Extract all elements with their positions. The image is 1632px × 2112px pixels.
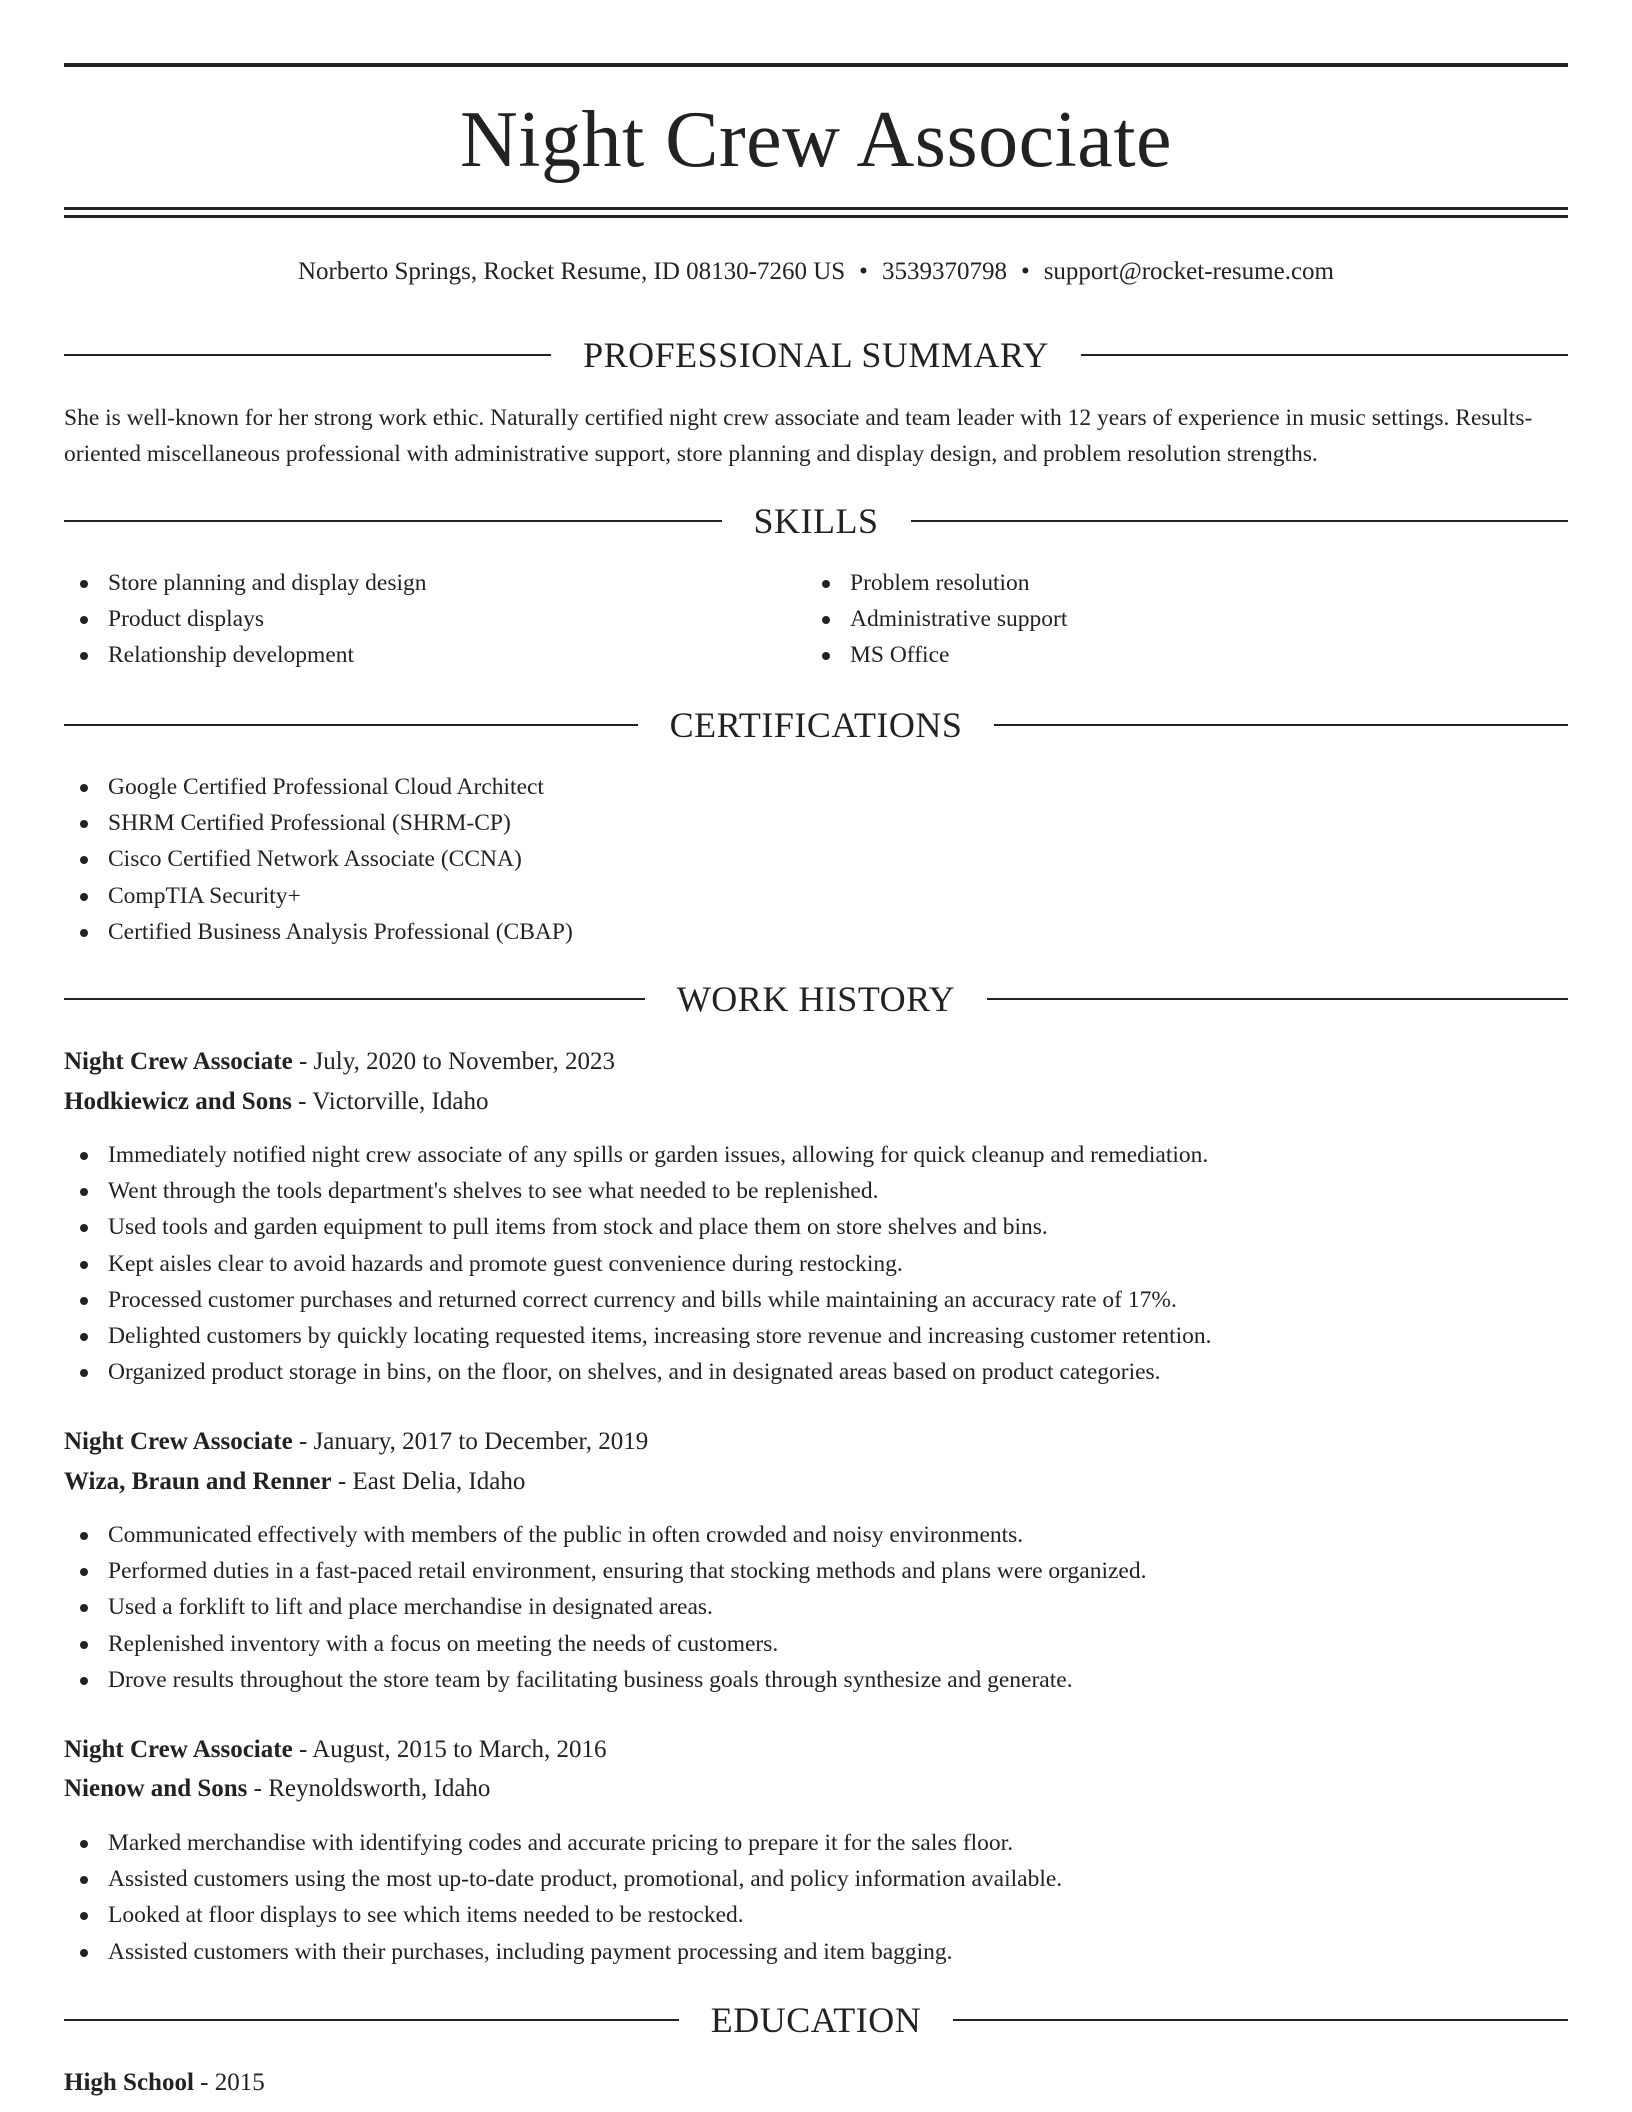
education-year: - 2015 (193, 2069, 265, 2096)
job-duty-item: Used tools and garden equipment to pull items from stock and place them on store shelves and bins. (64, 1209, 1212, 1245)
job-duty-item: Assisted customers using the most up-to-date product, promotional, and policy information available. (64, 1861, 1062, 1897)
skill-item: Store planning and display design (64, 565, 427, 601)
skill-item: MS Office (806, 637, 1067, 673)
skill-item: Relationship development (64, 637, 427, 673)
education-title: EDUCATION (710, 2000, 922, 2040)
contact-phone: 3539370798 (881, 258, 1007, 285)
skill-item: Problem resolution (806, 565, 1067, 601)
job-duty-item: Processed customer purchases and returned correct currency and bills while maintaining an accuracy rate of 17%. (64, 1282, 1212, 1318)
title-rule-lower (64, 215, 1568, 218)
job-duties-list (64, 1825, 1062, 1970)
contact-address: Norberto Springs, Rocket Resume, ID 08130-7260 US (298, 258, 846, 285)
certification-item: Google Certified Professional Cloud Architect (64, 769, 573, 805)
job-duty-item: Went through the tools department's shelves to see what needed to be replenished. (64, 1173, 1212, 1209)
certification-item: CompTIA Security+ (64, 878, 573, 914)
certification-item: Cisco Certified Network Associate (CCNA) (64, 841, 573, 877)
job-company-line (64, 1465, 1568, 1499)
divider (953, 2019, 1568, 2021)
job-duty-item: Drove results throughout the store team by facilitating business goals through synthesize and generate. (64, 1662, 1146, 1698)
skill-item: Product displays (64, 601, 427, 637)
job-dates: - July, 2020 to November, 2023 (292, 1048, 616, 1075)
job-title-line (64, 1045, 1568, 1079)
job-duty-item: Replenished inventory with a focus on meeting the needs of customers. (64, 1626, 1146, 1662)
skills-title: SKILLS (753, 501, 879, 541)
contact-email: support@rocket-resume.com (1043, 258, 1334, 285)
job-company-line (64, 1085, 1568, 1119)
divider (911, 520, 1569, 522)
job-duty-item: Marked merchandise with identifying codes and accurate pricing to prepare it for the sales floor. (64, 1825, 1062, 1861)
job-role: Night Crew Associate (64, 1048, 293, 1075)
job-company-line (64, 1772, 1568, 1806)
job-dates: - August, 2015 to March, 2016 (292, 1736, 607, 1763)
resume-title: Night Crew Associate (459, 96, 1173, 184)
certifications-list (64, 769, 573, 950)
job-duty-item: Organized product storage in bins, on the floor, on shelves, and in designated areas based on product categories. (64, 1354, 1212, 1390)
contact-line (64, 255, 1568, 289)
divider (1081, 354, 1568, 356)
job-duty-item: Communicated effectively with members of the public in often crowded and noisy environments. (64, 1517, 1146, 1553)
work-history-title: WORK HISTORY (676, 979, 956, 1019)
job-duty-item: Used a forklift to lift and place merchandise in designated areas. (64, 1589, 1146, 1625)
job-dates: - January, 2017 to December, 2019 (292, 1428, 649, 1455)
summary-text: She is well-known for her strong work ethic. Naturally certified night crew associate and team leader with 12 years of experience in music settings. Results-oriented miscellaneous professional with administrative support, store planning and display design, and problem resolution strengths. (64, 405, 1533, 467)
divider (64, 354, 551, 356)
job-duty-item: Performed duties in a fast-paced retail environment, ensuring that stocking methods and plans were organized. (64, 1553, 1146, 1589)
top-rule (64, 63, 1568, 67)
education-degree: High School (64, 2069, 194, 2096)
job-company: Wiza, Braun and Renner (64, 1468, 332, 1495)
job-title-line (64, 1733, 1568, 1767)
certifications-title: CERTIFICATIONS (669, 705, 963, 745)
skills-heading (64, 499, 1568, 543)
job-duty-item: Looked at floor displays to see which items needed to be restocked. (64, 1897, 1062, 1933)
education-heading (64, 1998, 1568, 2042)
divider (64, 2019, 679, 2021)
certifications-heading (64, 703, 1568, 747)
divider (987, 998, 1568, 1000)
contact-separator: • (1020, 258, 1030, 285)
certification-item: SHRM Certified Professional (SHRM-CP) (64, 805, 573, 841)
job-company: Hodkiewicz and Sons (64, 1088, 292, 1115)
summary-heading (64, 333, 1568, 377)
divider (64, 724, 638, 726)
title-rule-upper (64, 207, 1568, 210)
work-history-heading (64, 977, 1568, 1021)
job-duty-item: Assisted customers with their purchases, including payment processing and item bagging. (64, 1934, 1062, 1970)
certification-item: Certified Business Analysis Professional (CBAP) (64, 914, 573, 950)
job-location: - Reynoldsworth, Idaho (247, 1775, 491, 1802)
summary-title: PROFESSIONAL SUMMARY (583, 335, 1049, 375)
job-duties-list (64, 1517, 1146, 1698)
job-location: - Victorville, Idaho (291, 1088, 489, 1115)
job-duty-item: Immediately notified night crew associate of any spills or garden issues, allowing for quick cleanup and remediation. (64, 1137, 1212, 1173)
skills-list-left (64, 565, 427, 674)
skill-item: Administrative support (806, 601, 1067, 637)
job-duty-item: Delighted customers by quickly locating requested items, increasing store revenue and increasing customer retention. (64, 1318, 1212, 1354)
job-role: Night Crew Associate (64, 1736, 293, 1763)
skills-list-right (806, 565, 1067, 674)
job-company: Nienow and Sons (64, 1775, 248, 1802)
contact-separator: • (859, 258, 868, 285)
divider (64, 520, 722, 522)
divider (64, 998, 645, 1000)
education-entry (64, 2066, 1568, 2100)
job-role: Night Crew Associate (64, 1428, 293, 1455)
job-title-line (64, 1425, 1568, 1459)
job-duty-item: Kept aisles clear to avoid hazards and promote guest convenience during restocking. (64, 1246, 1212, 1282)
divider (994, 724, 1568, 726)
job-duties-list (64, 1137, 1212, 1390)
job-location: - East Delia, Idaho (331, 1468, 526, 1495)
